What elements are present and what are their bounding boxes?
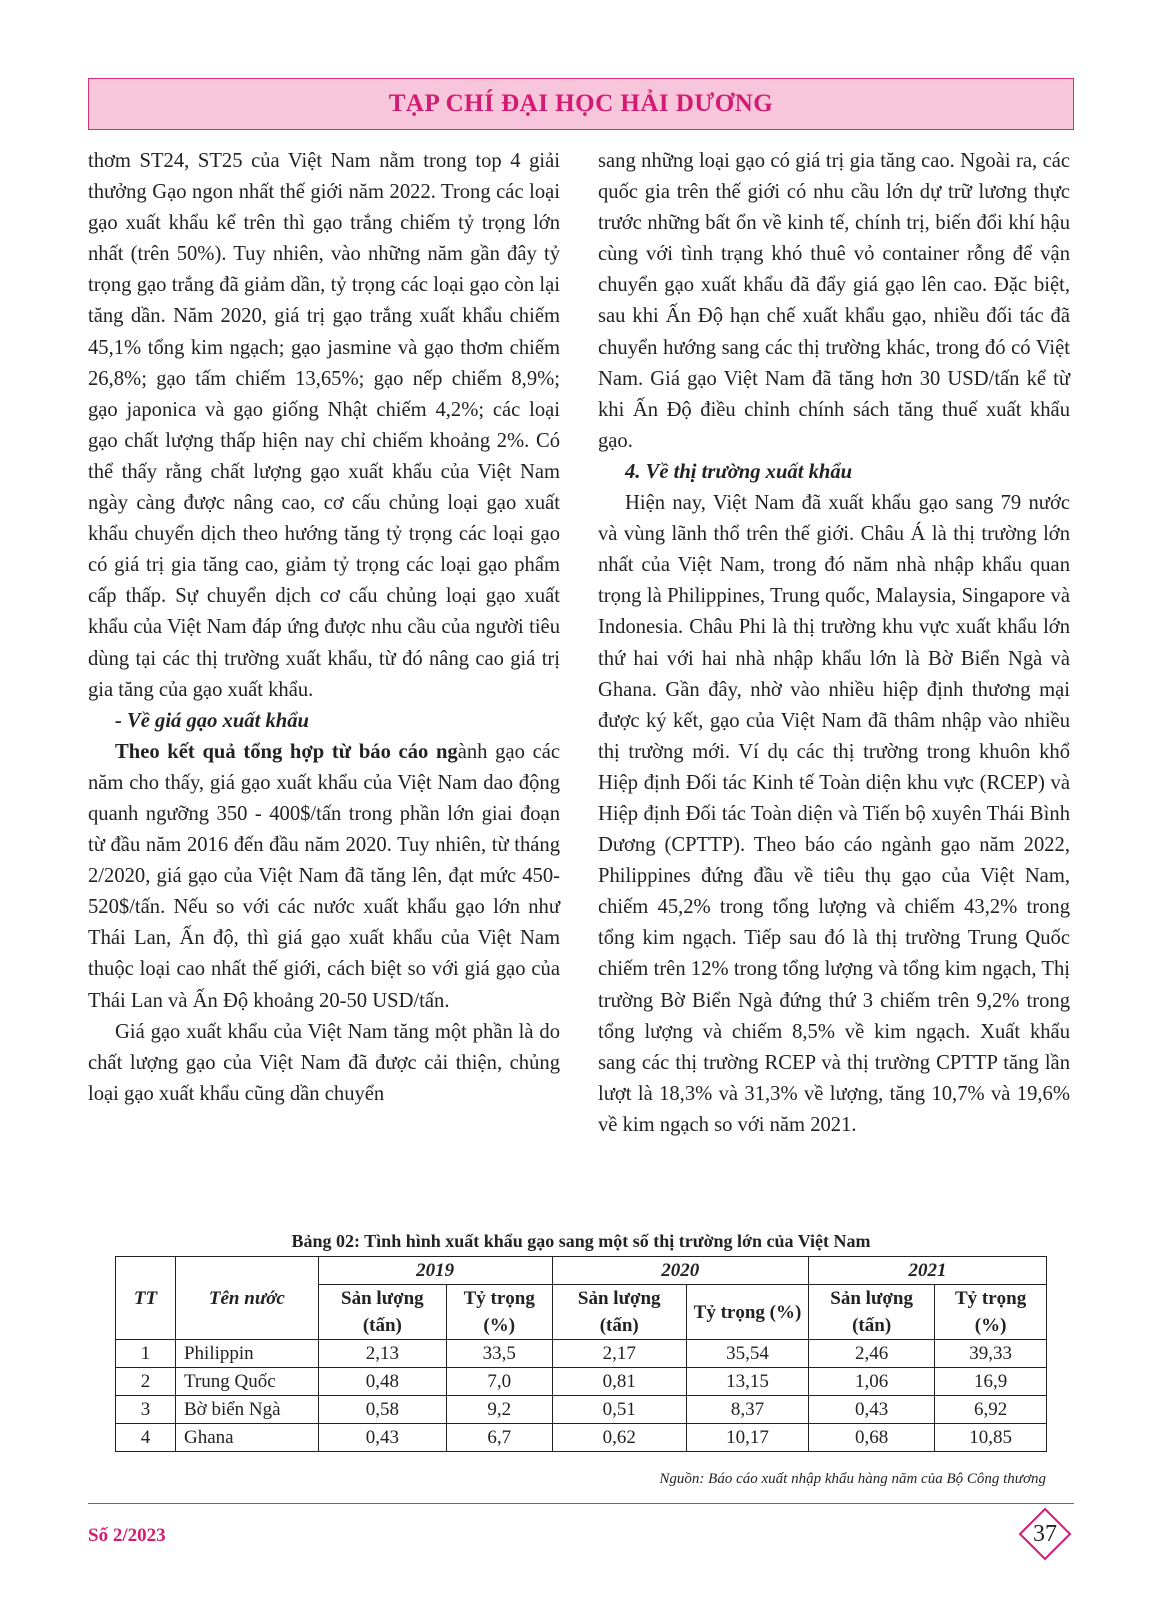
page-number: 37 xyxy=(1033,1520,1057,1547)
cell-share-2020: 13,15 xyxy=(686,1368,808,1396)
section-heading-price: - Về giá gạo xuất khẩu xyxy=(115,709,309,732)
left-paragraph-2-rest: ành gạo các năm cho thấy, giá gạo xuất khẩu của Việt Nam dao động quanh ngưỡng 350 - 400$/tấn trong phần lớn giai đoạn từ đầu năm 2016 đến đầu năm 2020. Tuy nhiên, từ tháng 2/2020, giá gạo của Việt Nam đã tăng lên, đạt mức 450-520$/tấn. Nếu so với các nước xuất khẩu gạo lớn như Thái Lan, Ấn độ, thì giá gạo xuất khẩu của Việt Nam thuộc loại cao nhất thế giới, cách biệt so với giá gạo của Thái Lan và Ấn Độ khoảng 20-50 USD/tấn. xyxy=(88,740,560,1012)
cell-volume-2021: 0,68 xyxy=(809,1424,935,1452)
left-paragraph-3: Giá gạo xuất khẩu của Việt Nam tăng một phần là do chất lượng gạo của Việt Nam đã được cải thiện, chủng loại gạo xuất khẩu cũng dần chuyển xyxy=(88,1020,560,1105)
sub-share-2019: Tỷ trọng (%) xyxy=(447,1285,553,1340)
col-name-header: Tên nước xyxy=(175,1257,318,1340)
year-header-2019: 2019 xyxy=(318,1257,552,1285)
table-row xyxy=(116,1368,1047,1396)
cell-share-2019: 9,2 xyxy=(447,1396,553,1424)
cell-share-2020: 8,37 xyxy=(686,1396,808,1424)
cell-share-2021: 39,33 xyxy=(935,1340,1047,1368)
journal-header xyxy=(88,78,1074,130)
footer-divider xyxy=(88,1503,1074,1504)
cell-share-2021: 10,85 xyxy=(935,1424,1047,1452)
cell-share-2019: 6,7 xyxy=(447,1424,553,1452)
table-row xyxy=(116,1396,1047,1424)
cell-volume-2019: 0,58 xyxy=(318,1396,446,1424)
sub-volume-2019: Sản lượng (tấn) xyxy=(318,1285,446,1340)
left-paragraph-2 xyxy=(88,737,560,1017)
bold-lead: Theo kết quả tổng hợp từ báo cáo ng xyxy=(115,740,458,763)
cell-share-2019: 7,0 xyxy=(447,1368,553,1396)
cell-volume-2019: 0,48 xyxy=(318,1368,446,1396)
cell-volume-2019: 0,43 xyxy=(318,1424,446,1452)
right-paragraph-1: sang những loại gạo có giá trị gia tăng cao. Ngoài ra, các quốc gia trên thế giới có nhu cầu lớn dự trữ lương thực trước những bất ổn về kinh tế, chính trị, biến đổi khí hậu cùng với tình trạng khó thuê vỏ container rỗng để vận chuyển gạo xuất khẩu đã đẩy giá gạo lên cao. Đặc biệt, sau khi Ấn Độ hạn chế xuất khẩu gạo, nhiều đối tác đã chuyển hướng sang các thị trường khác, trong đó có Việt Nam. Giá gạo Việt Nam đã tăng hơn 30 USD/tấn kể từ khi Ấn Độ điều chỉnh chính sách tăng thuế xuất khẩu gạo. xyxy=(598,150,1070,452)
cell-share-2020: 10,17 xyxy=(686,1424,808,1452)
cell-share-2021: 16,9 xyxy=(935,1368,1047,1396)
journal-title: TẠP CHÍ ĐẠI HỌC HẢI DƯƠNG xyxy=(388,90,774,117)
table-header-row xyxy=(116,1257,1047,1285)
cell-volume-2020: 0,62 xyxy=(552,1424,686,1452)
cell-name: Philippin xyxy=(175,1340,318,1368)
cell-volume-2020: 0,81 xyxy=(552,1368,686,1396)
cell-tt: 1 xyxy=(116,1340,176,1368)
table-row xyxy=(116,1424,1047,1452)
right-paragraph-2: Hiện nay, Việt Nam đã xuất khẩu gạo sang 79 nước và vùng lãnh thổ trên thế giới. Châu Á là thị trường lớn nhất của Việt Nam, trong đó năm nhà nhập khẩu quan trọng là Philippines, Trung quốc, Malaysia, Singapore và Indonesia. Châu Phi là thị trường khu vực xuất khẩu lớn thứ hai với hai nhà nhập khẩu lớn là Bờ Biển Ngà và Ghana. Gần đây, nhờ vào nhiều hiệp định thương mại được ký kết, gạo của Việt Nam đã thâm nhập vào nhiều thị trường mới. Ví dụ các thị trường trong khuôn khổ Hiệp định Đối tác Kinh tế Toàn diện khu vực (RCEP) và Hiệp định Đối tác Toàn diện và Tiến bộ xuyên Thái Bình Dương (CPTTP). Theo báo cáo ngành gạo năm 2022, Philippines đứng đầu về tiêu thụ gạo của Việt Nam, chiếm 45,2% trong tổng lượng và chiếm 43,2% trong tổng kim ngạch. Tiếp sau đó là thị trường Trung Quốc chiếm trên 12% trong tổng lượng và tổng kim ngạch, Thị trường Bờ Biển Ngà đứng thứ 3 chiếm trên 9,2% trong tổng lượng và chiếm 8,5% về kim ngạch. Xuất khẩu sang các thị trường RCEP và thị trường CPTTP tăng lần lượt là 18,3% và 31,3% về lượng, tăng 10,7% và 19,6% về kim ngạch so với năm 2021. xyxy=(598,492,1070,1136)
cell-volume-2021: 0,43 xyxy=(809,1396,935,1424)
cell-volume-2021: 1,06 xyxy=(809,1368,935,1396)
cell-name: Ghana xyxy=(175,1424,318,1452)
col-tt-header: TT xyxy=(116,1257,176,1340)
year-header-2020: 2020 xyxy=(552,1257,809,1285)
cell-volume-2021: 2,46 xyxy=(809,1340,935,1368)
cell-volume-2020: 0,51 xyxy=(552,1396,686,1424)
sub-volume-2020: Sản lượng (tấn) xyxy=(552,1285,686,1340)
cell-volume-2020: 2,17 xyxy=(552,1340,686,1368)
left-column xyxy=(88,146,560,1110)
table-row xyxy=(116,1340,1047,1368)
export-table xyxy=(115,1256,1047,1452)
cell-tt: 4 xyxy=(116,1424,176,1452)
right-column xyxy=(598,146,1070,1141)
issue-number: Số 2/2023 xyxy=(88,1525,166,1546)
sub-share-2020: Tỷ trọng (%) xyxy=(686,1285,808,1340)
cell-volume-2019: 2,13 xyxy=(318,1340,446,1368)
cell-share-2020: 35,54 xyxy=(686,1340,808,1368)
cell-tt: 3 xyxy=(116,1396,176,1424)
cell-share-2019: 33,5 xyxy=(447,1340,553,1368)
section-heading-market: 4. Về thị trường xuất khẩu xyxy=(625,460,853,483)
sub-volume-2021: Sản lượng (tấn) xyxy=(809,1285,935,1340)
cell-name: Bờ biển Ngà xyxy=(175,1396,318,1424)
year-header-2021: 2021 xyxy=(809,1257,1047,1285)
sub-share-2021: Tỷ trọng (%) xyxy=(935,1285,1047,1340)
table-caption: Bảng 02: Tình hình xuất khẩu gạo sang một số thị trường lớn của Việt Nam xyxy=(291,1231,871,1251)
table-source: Nguồn: Báo cáo xuất nhập khẩu hàng năm của Bộ Công thương xyxy=(659,1471,1046,1487)
cell-share-2021: 6,92 xyxy=(935,1396,1047,1424)
page-number-badge xyxy=(1018,1507,1072,1561)
left-paragraph-1: thơm ST24, ST25 của Việt Nam nằm trong top 4 giải thưởng Gạo ngon nhất thế giới năm 2022. Trong các loại gạo xuất khẩu kể trên thì gạo trắng chiếm tỷ trọng lớn nhất (trên 50%). Tuy nhiên, vào những năm gần đây tỷ trọng gạo trắng đã giảm dần, tỷ trọng các loại gạo còn lại tăng dần. Năm 2020, giá trị gạo trắng xuất khẩu chiếm 45,1% tổng kim ngạch; gạo jasmine và gạo thơm chiếm 26,8%; gạo tấm chiếm 13,65%; gạo nếp chiếm 8,9%; gạo japonica và gạo giống Nhật chiếm 4,2%; các loại gạo chất lượng thấp hiện nay chỉ chiếm khoảng 2%. Có thể thấy rằng chất lượng gạo xuất khẩu của Việt Nam ngày càng được nâng cao, cơ cấu chủng loại gạo xuất khẩu chuyển dịch theo hướng tăng tỷ trọng các loại gạo có giá trị gia tăng cao, giảm tỷ trọng các loại gạo phẩm cấp thấp. Sự chuyển dịch cơ cấu chủng loại gạo xuất khẩu của Việt Nam đáp ứng được nhu cầu của người tiêu dùng tại các thị trường xuất khẩu, từ đó nâng cao giá trị gia tăng của gạo xuất khẩu. xyxy=(88,150,560,701)
cell-tt: 2 xyxy=(116,1368,176,1396)
cell-name: Trung Quốc xyxy=(175,1368,318,1396)
